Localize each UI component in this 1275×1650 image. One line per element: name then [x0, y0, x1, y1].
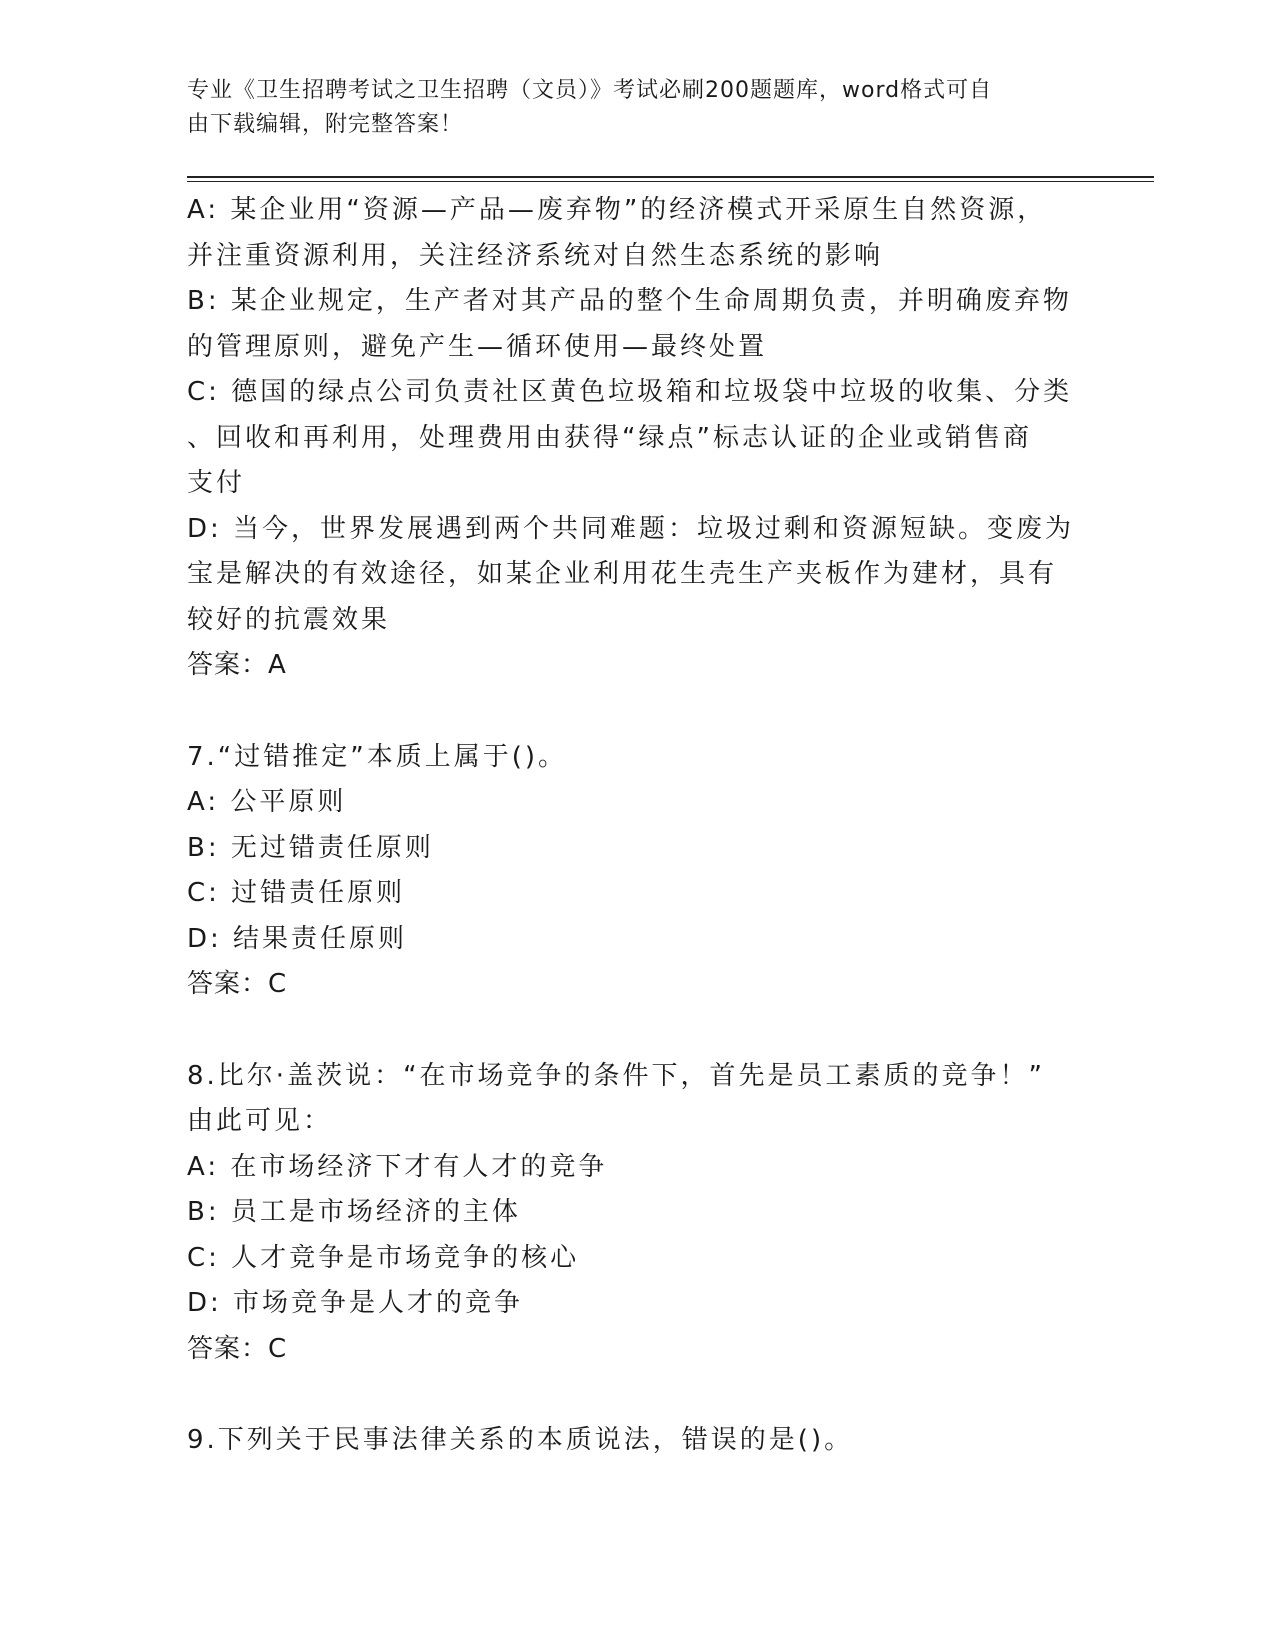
spacer	[187, 689, 1077, 735]
spacer	[187, 1008, 1077, 1054]
option-a: A: 公平原则	[187, 787, 347, 817]
question-8-block	[187, 1054, 1077, 1373]
option-d: D: 市场竞争是人才的竞争	[187, 1288, 524, 1318]
question-text: 8.比尔·盖茨说：“在市场竞争的条件下，首先是员工素质的竞争！”	[187, 1060, 1046, 1091]
option-a-line: 并注重资源利用，关注经济系统对自然生态系统的影响	[187, 240, 884, 271]
option-c: C: 人才竞争是市场竞争的核心	[187, 1242, 580, 1273]
option-d-line: 较好的抗震效果	[187, 604, 391, 635]
option-b: B: 无过错责任原则	[187, 832, 434, 863]
option-d-line: D: 当今，世界发展遇到两个共同难题：垃圾过剩和资源短缺。变废为	[187, 513, 1075, 544]
answer-line: 答案：C	[187, 969, 288, 999]
option-a: A: 在市场经济下才有人才的竞争	[187, 1151, 608, 1182]
option-b-line: B: 某企业规定，生产者对其产品的整个生命周期负责，并明确废弃物	[187, 286, 1072, 316]
option-c-line: C: 德国的绿点公司负责社区黄色垃圾箱和垃圾袋中垃圾的收集、分类	[187, 377, 1073, 407]
header-divider-thick	[187, 176, 1154, 178]
document-header	[187, 74, 1067, 142]
header-line-2: 由下载编辑，附完整答案！	[187, 112, 464, 137]
option-d-line: 宝是解决的有效途径，如某企业利用花生壳生产夹板作为建材，具有	[187, 559, 1058, 589]
question-6-block	[187, 188, 1077, 689]
header-divider-thin	[187, 181, 1154, 182]
question-7-block	[187, 735, 1077, 1008]
answer-line: 答案：C	[187, 1333, 288, 1364]
option-c: C: 过错责任原则	[187, 878, 406, 908]
question-content	[187, 188, 1077, 1464]
option-d: D: 结果责任原则	[187, 923, 408, 954]
question-text: 7.“过错推定”本质上属于()。	[187, 741, 568, 772]
question-text: 9.下列关于民事法律关系的本质说法，错误的是()。	[187, 1425, 854, 1455]
option-c-line: 、回收和再利用，处理费用由获得“绿点”标志认证的企业或销售商	[187, 422, 1032, 453]
spacer	[187, 1372, 1077, 1418]
question-9-block	[187, 1418, 1077, 1464]
question-text: 由此可见：	[187, 1106, 333, 1136]
option-c-line: 支付	[187, 468, 246, 498]
option-a-line: A: 某企业用“资源—产品—废弃物”的经济模式开采原生自然资源，	[187, 195, 1047, 225]
answer-line: 答案：A	[187, 650, 287, 680]
option-b: B: 员工是市场经济的主体	[187, 1197, 521, 1227]
header-line-1: 专业《卫生招聘考试之卫生招聘（文员）》考试必刷200题题库，word格式可自	[187, 78, 993, 103]
option-b-line: 的管理原则，避免产生—循环使用—最终处置	[187, 331, 768, 362]
